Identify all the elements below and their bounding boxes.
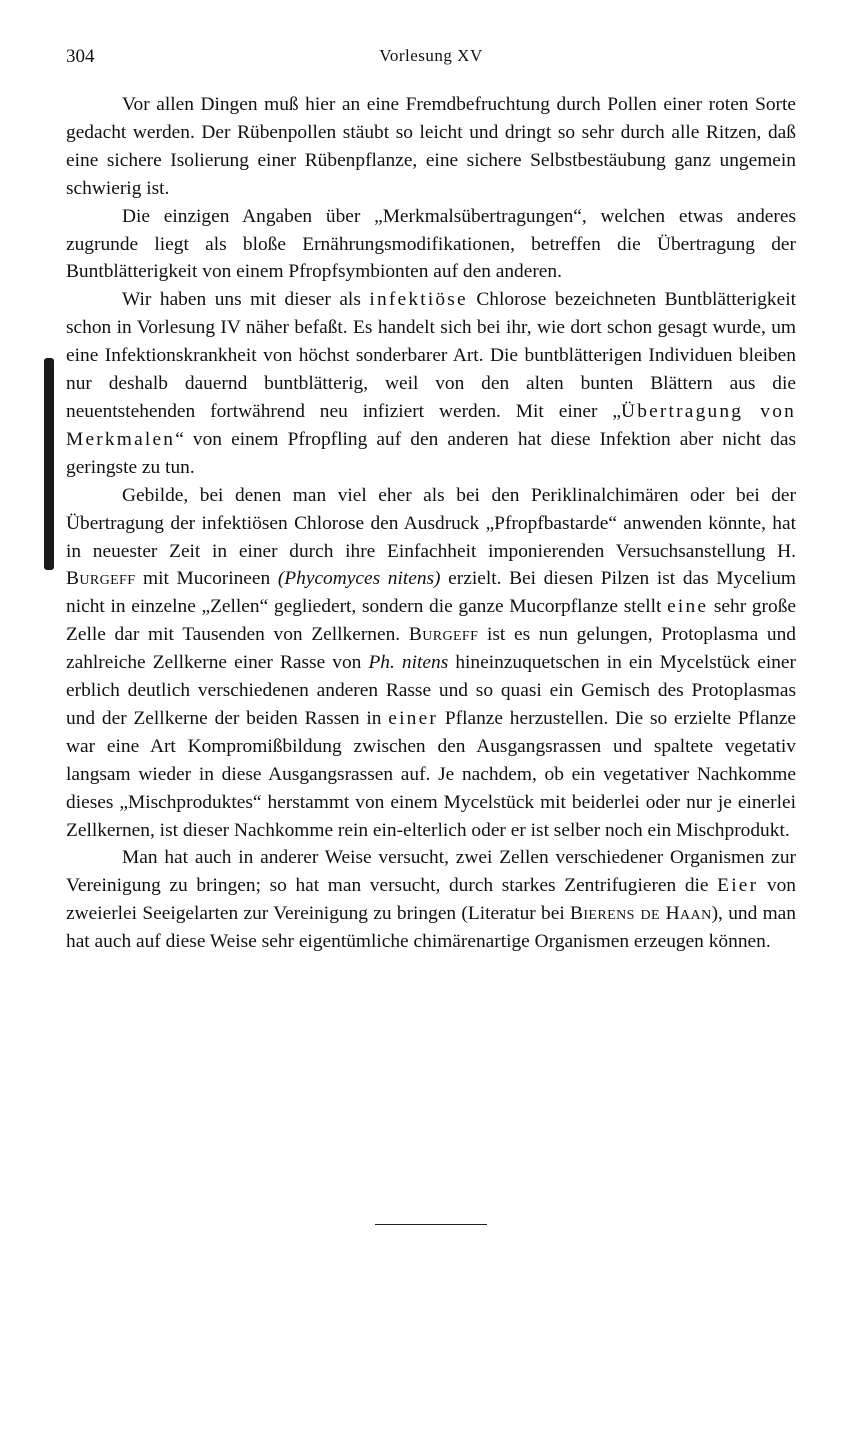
page-header bbox=[66, 46, 796, 72]
paragraph bbox=[66, 286, 796, 481]
paragraph bbox=[66, 91, 796, 203]
emphasis-sc: Burgeff bbox=[408, 624, 479, 646]
text-run: Pflanze herzustellen. Die so erzielte Pflanze war eine Art Kompromißbildung zwischen den Ausgangsrassen und spaltete vegetativ langsam wieder in diese Ausgangsrassen auf. Je nachdem, ob ein vegetativer Nachkomme dieses „Mischproduktes“ herstammt von einem Mycelstück mit beiderlei oder nur je einerlei Zellkernen, ist dieser Nachkomme rein ein-elterlich oder er ist selber noch ein Mischprodukt. bbox=[66, 707, 797, 841]
text-run: “ von einem Pfropfling auf den anderen hat diese Infektion aber nicht das geringste zu tun. bbox=[66, 428, 796, 478]
text-run: Vor allen Dingen muß hier an eine Fremdbefruchtung durch Pollen einer roten Sorte gedacht werden. Der Rübenpollen stäubt so leicht und dringt so sehr durch alle Ritzen, daß eine sichere Isolierung einer Rübenpflanze, eine sichere Selbstbestäubung ganz ungemein schwierig ist. bbox=[66, 94, 796, 199]
emphasis-sc: Burgeff bbox=[66, 568, 136, 590]
text-run: Die einzigen Angaben über „Merkmalsübertragungen“, welchen etwas anderes zugrunde liegt als bloße Ernährungsmodifikationen, betreffen die Übertragung der Buntblätterigkeit von einem Pfropfsymbionten auf den anderen. bbox=[66, 205, 796, 283]
text-run: Man hat auch in anderer Weise versucht, zwei Zellen verschiedener Organismen zur Vereinigung zu bringen; so hat man versucht, durch starkes Zentrifugieren die bbox=[66, 847, 796, 897]
page-number: 304 bbox=[66, 46, 95, 67]
paragraph bbox=[66, 844, 796, 956]
emphasis-spaced: Übertragung von Merkmalen bbox=[66, 400, 796, 450]
emphasis-it: (Phycomyces nitens) bbox=[277, 568, 441, 590]
emphasis-spaced: eine bbox=[667, 596, 709, 618]
text-run: erzielt. Bei diesen Pilzen ist das Mycelium nicht in einzelne „Zellen“ gegliedert, sondern die ganze Mucorpflanze stellt bbox=[66, 568, 796, 618]
emphasis-spaced: infektiöse bbox=[369, 289, 468, 311]
text-run: Chlorose bezeichneten Buntblätterigkeit schon in Vorlesung IV näher befaßt. Es handelt sich bei ihr, wie dort schon gesagt wurde, um eine Infektionskrankheit von höchst sonderbarer Art. Die buntblätterigen Individuen bleiben nur deshalb dauernd buntblätterig, weil von den alten bunten Blättern aus die neuentstehenden fortwährend neu infiziert werden. Mit einer „ bbox=[66, 289, 797, 422]
text-run: Wir haben uns mit dieser als bbox=[122, 289, 370, 311]
text-run: mit Mucorineen bbox=[135, 568, 278, 590]
paragraph bbox=[66, 482, 796, 845]
text-run: sehr große Zelle dar mit Tausenden von Zellkernen. bbox=[66, 596, 796, 646]
marginal-ink-mark bbox=[44, 358, 54, 570]
emphasis-it: Ph. nitens bbox=[368, 652, 449, 674]
body-text bbox=[66, 91, 796, 956]
paragraph bbox=[66, 203, 796, 287]
emphasis-spaced: Eier bbox=[717, 875, 759, 897]
text-run: ), und man hat auch auf diese Weise sehr eigentümliche chimärenartige Organismen erzeugen können. bbox=[66, 903, 796, 953]
text-run: Gebilde, bei denen man viel eher als bei den Periklinalchimären oder bei der Übertragung der infektiösen Chlorose den Ausdruck „Pfropfbastarde“ anwenden könnte, hat in neuester Zeit in einer durch ihre Einfachheit imponierenden Versuchsanstellung H. bbox=[66, 484, 796, 562]
text-run: hineinzuquetschen in ein Mycelstück einer erblich deutlich verschiedenen anderen Rasse und so quasi ein Gemisch des Protoplasmas und der Zellkerne der beiden Rassen in bbox=[66, 652, 796, 729]
text-run: von zweierlei Seeigelarten zur Vereinigung zu bringen (Literatur bei bbox=[66, 875, 796, 925]
text-run: ist es nun gelungen, Protoplasma und zahlreiche Zellkerne einer Rasse von bbox=[66, 624, 796, 674]
closing-rule bbox=[375, 1224, 487, 1225]
running-head: Vorlesung XV bbox=[379, 46, 483, 65]
emphasis-sc: Bierens de Haan bbox=[570, 903, 712, 925]
emphasis-spaced: einer bbox=[388, 707, 439, 729]
